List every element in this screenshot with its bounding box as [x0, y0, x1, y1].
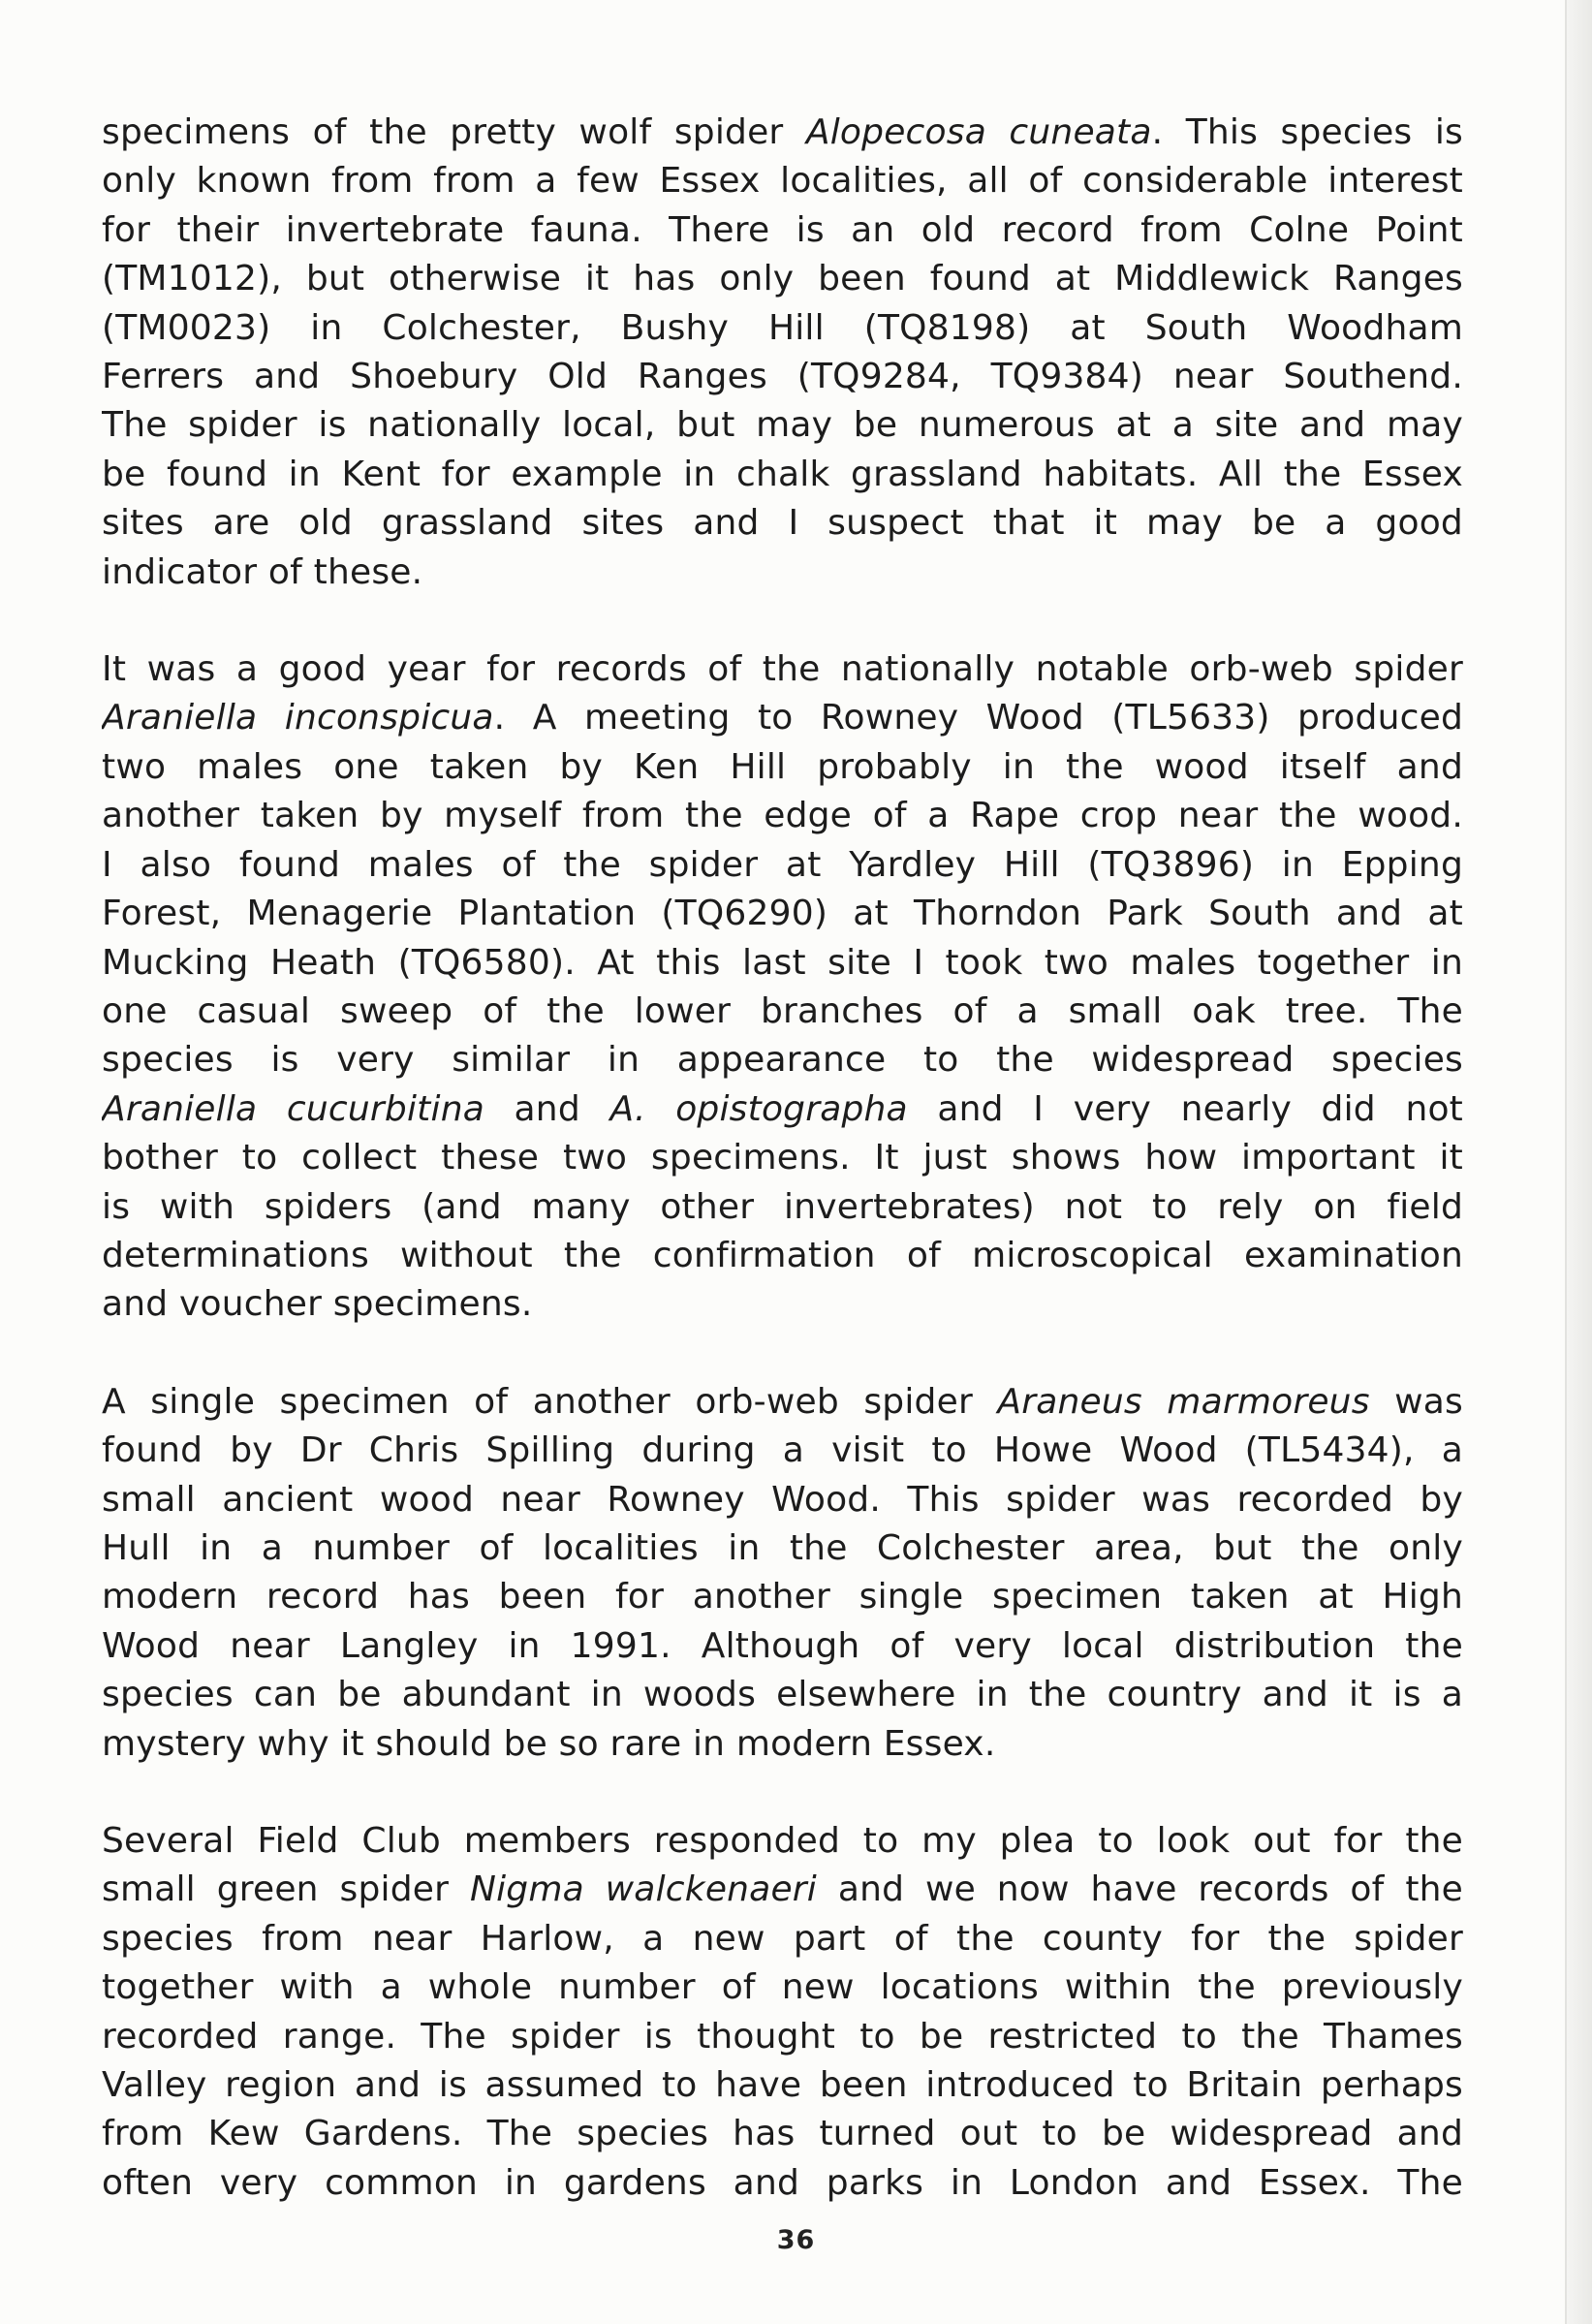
text-line: [102, 743, 1463, 792]
text-run: small green spider: [102, 1869, 470, 1910]
text-line: [102, 1524, 1463, 1573]
text-line: [102, 1183, 1463, 1232]
text-run: Wood near Langley in 1991. Although of very local distribution the: [102, 1625, 1463, 1666]
species-name: A. opistographa: [609, 1088, 908, 1129]
text-line: [102, 109, 1463, 157]
text-run: (TM1012), but otherwise it has only been found at Middlewick Ranges: [102, 259, 1463, 299]
text-line: [102, 1232, 1463, 1280]
text-run: modern record has been for another single specimen taken at High: [102, 1577, 1463, 1617]
text-run: A single specimen of another orb-web spider: [102, 1381, 998, 1422]
paragraph: [102, 109, 1463, 597]
text-line: [102, 206, 1463, 255]
text-run: . A meeting to Rowney Wood (TL5633) produced: [493, 698, 1463, 738]
species-name: Nigma walckenaeri: [469, 1869, 817, 1910]
text-line: [102, 2013, 1463, 2061]
text-run: sites are old grassland sites and I suspect that it may be a good: [102, 503, 1463, 544]
text-run: for their invertebrate fauna. There is an old record from Colne Point: [102, 209, 1463, 250]
text-line: [102, 694, 1463, 742]
text-line: [102, 1378, 1463, 1427]
text-run: The spider is nationally local, but may be numerous at a site and may: [102, 405, 1463, 446]
paragraph: [102, 645, 1463, 1330]
species-name: Alopecosa cuneata: [805, 112, 1152, 152]
text-run: . This species is: [1151, 112, 1463, 152]
text-run: another taken by myself from the edge of a Rape crop near the wood.: [102, 796, 1463, 836]
text-run: mystery why it should be so rare in modern Essex.: [102, 1723, 996, 1764]
text-run: Valley region and is assumed to have been introduced to Britain perhaps: [102, 2065, 1463, 2106]
text-run: species can be abundant in woods elsewhere in the country and it is a: [102, 1675, 1463, 1715]
text-run: together with a whole number of new locations within the previously: [102, 1967, 1463, 2008]
text-run: was: [1369, 1381, 1463, 1422]
text-line: [102, 1476, 1463, 1524]
text-line: [102, 1963, 1463, 2012]
text-line: [102, 1622, 1463, 1671]
text-run: and I very nearly did not: [907, 1088, 1463, 1129]
text-line: [102, 1134, 1463, 1182]
text-run: only known from from a few Essex localities, all of considerable interest: [102, 161, 1463, 202]
text-run: Hull in a number of localities in the Colchester area, but the only: [102, 1527, 1463, 1568]
text-line: [102, 1573, 1463, 1621]
text-run: found by Dr Chris Spilling during a visit to Howe Wood (TL5434), a: [102, 1430, 1463, 1471]
paragraph: [102, 1378, 1463, 1769]
text-run: is with spiders (and many other invertebrates) not to rely on field: [102, 1186, 1463, 1227]
text-run: specimens of the pretty wolf spider: [102, 112, 806, 152]
text-run: small ancient wood near Rowney Wood. This spider was recorded by: [102, 1479, 1463, 1520]
text-line: [102, 353, 1463, 401]
text-run: (TM0023) in Colchester, Bushy Hill (TQ8198) at South Woodham: [102, 307, 1463, 348]
text-line: [102, 939, 1463, 988]
text-line: [102, 1915, 1463, 1963]
text-run: Ferrers and Shoebury Old Ranges (TQ9284, TQ9384) near Southend.: [102, 357, 1463, 397]
text-line: [102, 255, 1463, 303]
text-run: species is very similar in appearance to the widespread species: [102, 1040, 1463, 1081]
species-name: Araneus marmoreus: [997, 1381, 1370, 1422]
text-line: [102, 1280, 1463, 1329]
text-run: often very common in gardens and parks in London and Essex. The: [102, 2162, 1463, 2203]
text-line: [102, 2061, 1463, 2110]
text-line: [102, 1720, 1463, 1769]
species-name: Araniella inconspicua: [102, 698, 494, 738]
text-run: species from near Harlow, a new part of the county for the spider: [102, 1918, 1463, 1959]
text-run: two males one taken by Ken Hill probably in the wood itself and: [102, 746, 1463, 787]
text-line: [102, 841, 1463, 890]
text-run: and voucher specimens.: [102, 1284, 533, 1325]
text-line: [102, 1036, 1463, 1084]
text-run: bother to collect these two specimens. It just shows how important it: [102, 1138, 1463, 1178]
text-line: [102, 645, 1463, 694]
text-line: [102, 1671, 1463, 1719]
text-line: [102, 549, 1463, 597]
text-line: [102, 1817, 1463, 1866]
body-text: [102, 109, 1463, 2256]
text-line: [102, 2110, 1463, 2158]
page-number: 36: [776, 2225, 816, 2255]
text-line: [102, 499, 1463, 548]
text-run: Forest, Menagerie Plantation (TQ6290) at Thorndon Park South and at: [102, 894, 1463, 934]
text-line: [102, 1866, 1463, 1914]
text-line: [102, 157, 1463, 205]
text-run: Several Field Club members responded to my plea to look out for the: [102, 1821, 1463, 1861]
text-run: one casual sweep of the lower branches of a small oak tree. The: [102, 990, 1463, 1031]
text-line: [102, 792, 1463, 840]
text-line: [102, 2159, 1463, 2208]
text-line: [102, 890, 1463, 938]
text-run: Mucking Heath (TQ6580). At this last site I took two males together in: [102, 942, 1463, 983]
text-run: and we now have records of the: [817, 1869, 1463, 1910]
text-run: be found in Kent for example in chalk grassland habitats. All the Essex: [102, 454, 1463, 494]
text-line: [102, 1085, 1463, 1134]
page-edge-shadow: [1565, 0, 1592, 2324]
text-run: I also found males of the spider at Yardley Hill (TQ3896) in Epping: [102, 844, 1463, 885]
text-run: determinations without the confirmation of microscopical examination: [102, 1235, 1463, 1275]
text-line: [102, 988, 1463, 1036]
text-line: [102, 1427, 1463, 1475]
text-run: It was a good year for records of the nationally notable orb-web spider: [102, 649, 1463, 690]
text-line: [102, 304, 1463, 353]
text-line: [102, 451, 1463, 499]
text-run: and: [484, 1088, 610, 1129]
text-run: recorded range. The spider is thought to be restricted to the Thames: [102, 2016, 1463, 2057]
paragraph: [102, 1817, 1463, 2208]
text-line: [102, 401, 1463, 450]
text-run: indicator of these.: [102, 551, 423, 592]
species-name: Araniella cucurbitina: [102, 1088, 484, 1129]
text-run: from Kew Gardens. The species has turned out to be widespread and: [102, 2114, 1463, 2154]
